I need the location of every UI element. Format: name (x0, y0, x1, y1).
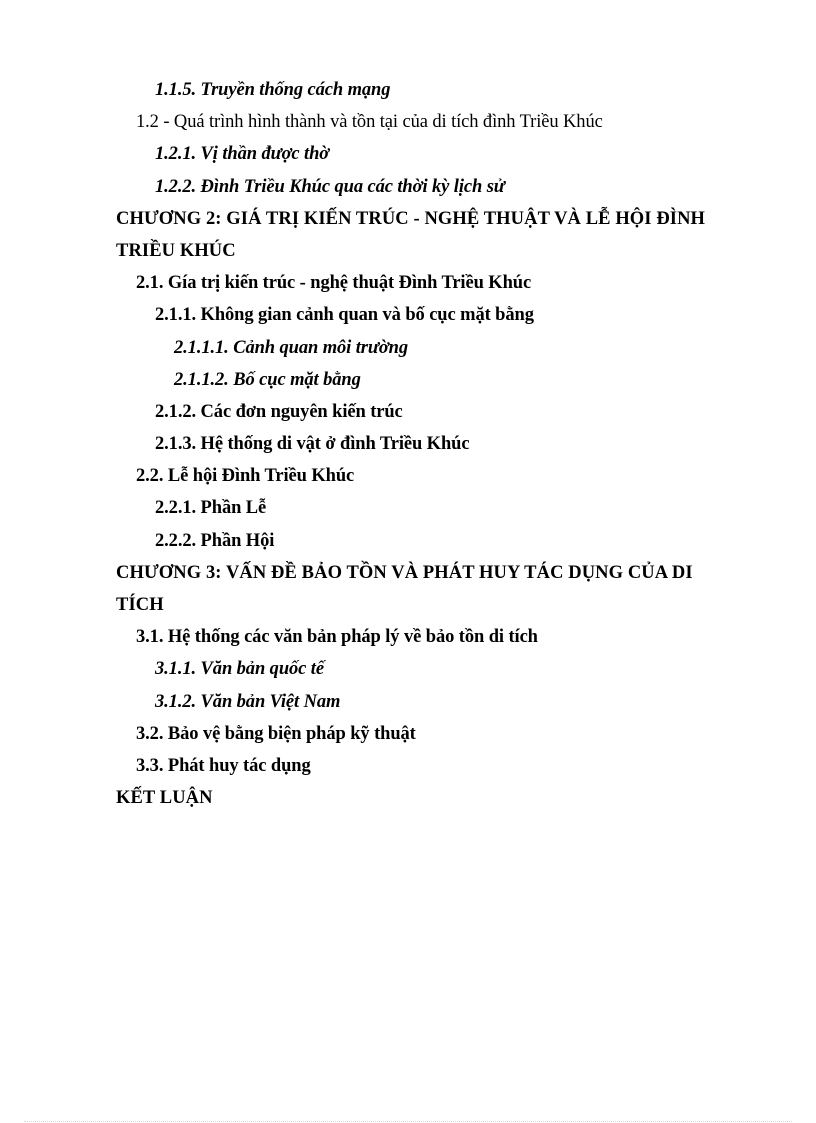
toc-entry-3-3: 3.3. Phát huy tác dụng (136, 755, 311, 776)
table-of-contents (116, 74, 736, 814)
toc-entry-3-1-2: 3.1.2. Văn bản Việt Nam (155, 691, 341, 712)
toc-entry-2-1-1-1: 2.1.1.1. Cảnh quan môi trường (174, 337, 409, 358)
page-bottom-divider (24, 1121, 792, 1122)
toc-entry-3-2: 3.2. Bảo vệ bằng biện pháp kỹ thuật (136, 723, 416, 744)
toc-chapter-2-heading: CHƯƠNG 2: GIÁ TRỊ KIẾN TRÚC - NGHỆ THUẬT VÀ LỄ HỘI ĐÌNH (116, 208, 706, 229)
toc-chapter-3-heading: CHƯƠNG 3: VẤN ĐỀ BẢO TỒN VÀ PHÁT HUY TÁC DỤNG CỦA DI (116, 562, 693, 583)
toc-entry-3-1: 3.1. Hệ thống các văn bản pháp lý về bảo tồn di tích (136, 627, 538, 648)
toc-entry-1-1-5: 1.1.5. Truyền thống cách mạng (155, 80, 391, 100)
toc-entry-2-2: 2.2. Lễ hội Đình Triều Khúc (136, 466, 355, 487)
toc-entry-2-1-3: 2.1.3. Hệ thống di vật ở đình Triều Khúc (155, 434, 470, 455)
toc-entry-2-1-2: 2.1.2. Các đơn nguyên kiến trúc (155, 401, 403, 422)
toc-conclusion: KẾT LUẬN (116, 788, 213, 809)
toc-chapter-2-heading-cont: TRIỀU KHÚC (116, 240, 236, 261)
toc-entry-2-1: 2.1. Gía trị kiến trúc - nghệ thuật Đình Triều Khúc (136, 273, 532, 294)
toc-entry-1-2: 1.2 - Quá trình hình thành và tồn tại của di tích đình Triều Khúc (136, 112, 603, 133)
toc-entry-2-2-1: 2.2.1. Phần Lễ (155, 498, 267, 519)
toc-entry-2-1-1-2: 2.1.1.2. Bố cục mặt bằng (174, 369, 361, 390)
toc-entry-2-2-2: 2.2.2. Phần Hội (155, 530, 275, 551)
toc-entry-1-2-1: 1.2.1. Vị thần được thờ (155, 144, 330, 165)
toc-entry-1-2-2: 1.2.2. Đình Triều Khúc qua các thời kỳ lịch sử (155, 176, 505, 197)
toc-entry-3-1-1: 3.1.1. Văn bản quốc tế (155, 659, 324, 680)
toc-chapter-3-heading-cont: TÍCH (116, 595, 164, 615)
toc-entry-2-1-1: 2.1.1. Không gian cảnh quan và bố cục mặt bằng (155, 305, 534, 326)
